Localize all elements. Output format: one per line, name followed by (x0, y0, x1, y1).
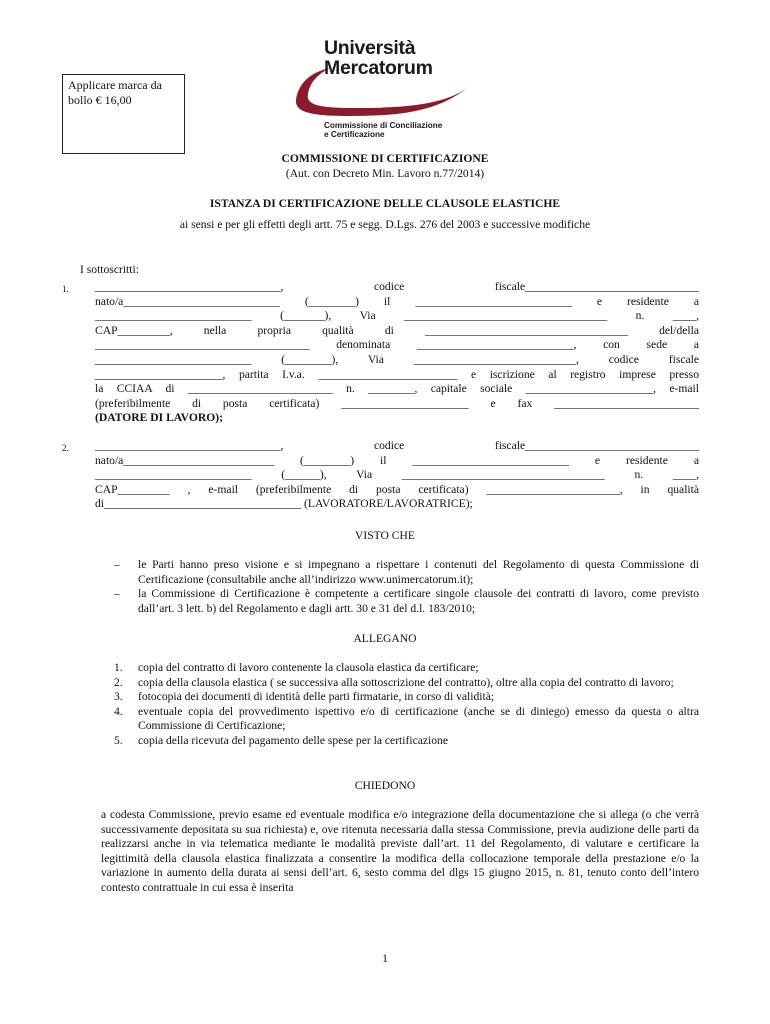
visto-che-item: – la Commissione di Certificazione è competente a certificare singole clausole dei contratti di lavoro, come previsto dall’art. 3 lett. b) del Regolamento e dagli artt. 30 e 31 del d.l. 183/2010; (114, 587, 699, 616)
signatory-1-line: _____________________________________ denominata ___________________________, con sede a (95, 338, 699, 352)
commission-heading: COMMISSIONE DI CERTIFICAZIONE (281, 152, 489, 165)
signatory-1-line: (preferibilmente di posta certificata) ______________________ e fax _________________________ (95, 396, 699, 410)
signatory-1-line: ______________________, partita I.v.a. ________________________ e iscrizione al registro imprese presso (95, 367, 699, 381)
allegano-item: 3. fotocopia dei documenti di identità delle parti firmatarie, in corso di validità; (114, 690, 495, 704)
visto-che-heading: VISTO CHE (354, 529, 415, 542)
revenue-stamp-box (62, 74, 185, 154)
signatory-1-number: 1. (62, 284, 69, 294)
signatory-1-line: nato/a___________________________ (________) il ___________________________ e residente a (95, 294, 699, 308)
signatory-1-line: la CCIAA di _________________________ n. ________, capitale sociale ______________________, e-mail (95, 382, 699, 396)
allegano-item: 2. copia della clausola elastica ( se successiva alla sottoscrizione del contratto), oltre alla copia del contratto di lavoro; (114, 675, 674, 689)
signatory-1-role: (DATORE DI LAVORO); (95, 411, 223, 425)
logo-sub-line-2: e Certificazione (324, 130, 385, 139)
allegano-list (114, 661, 699, 749)
signatory-1-line: CAP_________, nella propria qualità di ___________________________________ del/della (95, 323, 699, 337)
logo-wordmark (324, 38, 433, 78)
signatory-2-block (95, 439, 699, 512)
signatory-1-block (95, 280, 699, 426)
allegano-item: 5. copia della ricevuta del pagamento delle spese per la certificazione (114, 733, 448, 747)
chiedono-heading: CHIEDONO (354, 779, 416, 792)
document-title: ISTANZA DI CERTIFICAZIONE DELLE CLAUSOLE ELASTICHE (209, 197, 561, 210)
signatory-1-line: ___________________________ (________), Via ____________________________, codice fiscale (95, 352, 699, 366)
signatory-2-line: di__________________________________ (LAVORATORE/LAVORATRICE); (95, 497, 473, 511)
allegano-heading: ALLEGANO (353, 632, 417, 645)
chiedono-paragraph: a codesta Commissione, previo esame ed eventuale modifica e/o integrazione della documentazione che si allega (o che verrà successivamente depositata su sua richiesta) e, ove ritenuta necessaria dalla stessa Commissione, previa audizione delle parti da realizzarsi anche in via telematica mediante le modalità previste dall’art. 11 del Regolamento, di valutare e certificare la legittimità della clausola elastica finalizzata a consentire la modifica della collocazione temporale della prestazione e/o la variazione in aumento della durata ai sensi dell’art. 6, sesto comma del dlgs 15 giugno 2015, n. 81, tenuto conto dell’intero contesto contrattuale in cui essa è inserita (101, 808, 699, 894)
decree-reference: (Aut. con Decreto Min. Lavoro n.77/2014) (285, 167, 485, 180)
stamp-text: Applicare marca da bollo € 16,00 (68, 78, 162, 107)
signatory-2-line: ________________________________, codice fiscale______________________________ (95, 439, 699, 452)
logo-subtitle (324, 121, 442, 139)
allegano-item: 4. eventuale copia del provvedimento ispettivo e/o di certificazione (anche se di diniego) emesso da questa o altra Commissione di Certificazione; (114, 704, 699, 733)
logo-line-1: Università (324, 37, 416, 59)
document-subtitle: ai sensi e per gli effetti degli artt. 75 e segg. D.Lgs. 276 del 2003 e successive modifiche (179, 218, 591, 231)
signatory-1-line: ___________________________ (_______), Via ___________________________________ n. ____, (95, 309, 699, 323)
signatory-2-line: CAP_________ , e-mail (preferibilmente di posta certificata) _______________________, in qualità (95, 482, 699, 496)
signatory-2-number: 2. (62, 443, 69, 453)
university-logo (290, 38, 480, 148)
signatories-intro: I sottoscritti: (80, 263, 139, 276)
visto-che-list (114, 558, 699, 616)
page-number: 1 (382, 952, 388, 965)
signatory-2-line: ___________________________ (______), Via ___________________________________ n. ____, (95, 468, 699, 482)
signatory-1-line: ________________________________, codice fiscale______________________________ (95, 280, 699, 293)
logo-sub-line-1: Commissione di Conciliazione (324, 121, 443, 130)
allegano-item: 1. copia del contratto di lavoro contenente la clausola elastica da certificare; (114, 661, 479, 674)
logo-line-2: Mercatorum (324, 57, 433, 79)
visto-che-item: – le Parti hanno preso visione e si impegnano a rispettare i contenuti del Regolamento di questa Commissione di Certificazione (consultabile anche all’indirizzo www.unimercatorum.it); (114, 558, 699, 587)
signatory-2-line: nato/a__________________________ (________) il ___________________________ e residente a (95, 453, 699, 467)
